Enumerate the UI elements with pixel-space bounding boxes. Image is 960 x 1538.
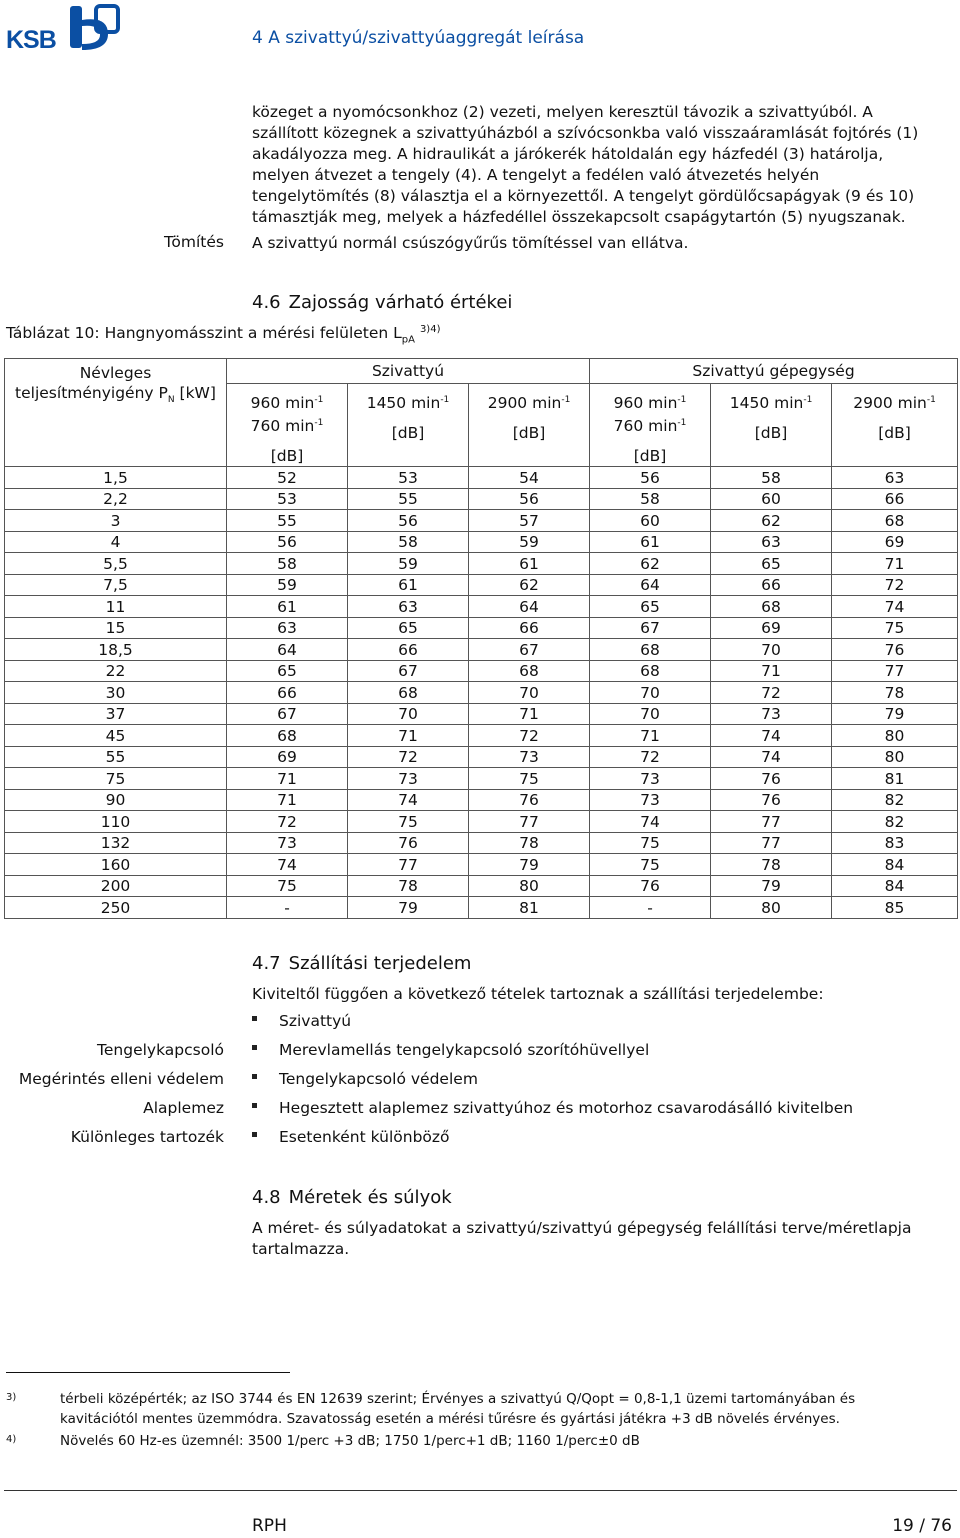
power-cell: 5,5 — [5, 553, 227, 575]
page-number: 19 / 76 — [892, 1516, 952, 1536]
db-cell: 59 — [469, 531, 590, 553]
db-cell: 73 — [590, 768, 711, 790]
db-cell: 63 — [832, 467, 958, 489]
db-cell: 66 — [227, 682, 348, 704]
intro-line: támasztják meg, melyek a házfedéllel összekapcsolt csapágytartón (5) nyugszanak. — [252, 208, 906, 226]
db-cell: 73 — [348, 768, 469, 790]
db-cell: 71 — [590, 725, 711, 747]
db-cell: 78 — [711, 854, 832, 876]
table-row — [5, 832, 958, 854]
table-caption-text: Hangnyomásszint a mérési felületen L — [104, 324, 402, 343]
subheader-960-760: 960 $\min^{-1}$ 760 $\min^{-1}$ [dB] — [227, 384, 348, 467]
group-header-pump: Szivattyú — [227, 359, 590, 384]
table-row — [5, 768, 958, 790]
db-cell: 66 — [711, 574, 832, 596]
db-cell: 58 — [227, 553, 348, 575]
power-cell: 1,5 — [5, 467, 227, 489]
db-cell: 62 — [469, 574, 590, 596]
db-cell: 55 — [227, 510, 348, 532]
bullet-icon — [252, 1016, 257, 1021]
noise-table — [4, 358, 958, 919]
db-cell: 56 — [469, 488, 590, 510]
db-cell: 75 — [227, 875, 348, 897]
table-row — [5, 660, 958, 682]
db-cell: 76 — [711, 768, 832, 790]
db-cell: 71 — [227, 789, 348, 811]
db-cell: 77 — [348, 854, 469, 876]
db-cell: 78 — [469, 832, 590, 854]
db-cell: 71 — [832, 553, 958, 575]
db-cell: 60 — [590, 510, 711, 532]
db-cell: 71 — [711, 660, 832, 682]
db-cell: 63 — [348, 596, 469, 618]
footnote-4-text: Növelés 60 Hz-es üzemnél: 3500 1/perc +3 dB; 1750 1/perc+1 dB; 1160 1/perc±0 dB — [60, 1433, 640, 1449]
db-cell: 70 — [711, 639, 832, 661]
db-cell: 79 — [832, 703, 958, 725]
section-number: 4.6 — [252, 292, 281, 313]
db-cell: 67 — [590, 617, 711, 639]
db-cell: 73 — [469, 746, 590, 768]
subheader-unit-960-760: 960 $\min^{-1}$ 760 $\min^{-1}$ [dB] — [590, 384, 711, 467]
db-cell: 74 — [590, 811, 711, 833]
db-cell: 55 — [348, 488, 469, 510]
db-cell: 65 — [227, 660, 348, 682]
db-cell: 73 — [227, 832, 348, 854]
db-cell: 56 — [227, 531, 348, 553]
db-cell: 66 — [832, 488, 958, 510]
db-cell: 72 — [469, 725, 590, 747]
delivery-label: Tengelykapcsoló — [97, 1041, 224, 1059]
db-cell: 68 — [227, 725, 348, 747]
section-number: 4.7 — [252, 953, 281, 974]
db-cell: 82 — [832, 789, 958, 811]
db-cell: 61 — [348, 574, 469, 596]
db-cell: 76 — [469, 789, 590, 811]
table-row — [5, 897, 958, 919]
db-cell: 74 — [227, 854, 348, 876]
db-cell: 71 — [469, 703, 590, 725]
db-cell: 52 — [227, 467, 348, 489]
db-cell: 61 — [469, 553, 590, 575]
db-cell: 73 — [711, 703, 832, 725]
subheader-1450: 1450 $\min^{-1}$ [dB] — [348, 384, 469, 467]
section-title: Méretek és súlyok — [288, 1187, 452, 1208]
db-cell: 64 — [469, 596, 590, 618]
power-cell: 45 — [5, 725, 227, 747]
db-cell: 75 — [590, 854, 711, 876]
db-cell: 67 — [469, 639, 590, 661]
footer-divider — [4, 1490, 957, 1491]
intro-line: tengelytömítés (8) választja el a környezettől. A tengelyt gördülőcsapágyak (9 és 10) — [252, 187, 915, 205]
db-cell: 77 — [832, 660, 958, 682]
power-cell: 15 — [5, 617, 227, 639]
db-cell: 74 — [711, 725, 832, 747]
db-cell: 83 — [832, 832, 958, 854]
db-cell: 71 — [227, 768, 348, 790]
db-cell: 70 — [469, 682, 590, 704]
col-header-power — [5, 359, 227, 467]
power-cell: 18,5 — [5, 639, 227, 661]
db-cell: 77 — [469, 811, 590, 833]
db-cell: 69 — [711, 617, 832, 639]
db-cell: 78 — [832, 682, 958, 704]
db-cell: 79 — [711, 875, 832, 897]
intro-line: szállított közegnek a szivattyúházból a szívócsonkba való visszaáramlását fojtórés (1) — [252, 124, 919, 142]
delivery-label: Különleges tartozék — [70, 1128, 224, 1146]
power-cell: 200 — [5, 875, 227, 897]
table-row — [5, 596, 958, 618]
delivery-intro: Kiviteltől függően a következő tételek tartoznak a szállítási terjedelembe: — [252, 985, 824, 1003]
table-row — [5, 488, 958, 510]
ksb-logo — [6, 4, 116, 52]
db-cell: 63 — [227, 617, 348, 639]
bullet-icon — [252, 1103, 257, 1108]
db-cell: 69 — [832, 531, 958, 553]
chapter-title: 4 A szivattyú/szivattyúaggregát leírása — [252, 28, 585, 48]
power-cell: 110 — [5, 811, 227, 833]
db-cell: 72 — [590, 746, 711, 768]
db-cell: 74 — [832, 596, 958, 618]
footnote-3-mark: 3) — [6, 1392, 17, 1403]
section-number: 4.8 — [252, 1187, 281, 1208]
delivery-item: Esetenként különböző — [252, 1128, 450, 1146]
power-cell: 11 — [5, 596, 227, 618]
section-title: Szállítási terjedelem — [288, 953, 472, 974]
db-cell: 79 — [348, 897, 469, 919]
db-cell: 65 — [711, 553, 832, 575]
db-cell: 68 — [711, 596, 832, 618]
db-cell: 54 — [469, 467, 590, 489]
table-row — [5, 531, 958, 553]
db-cell: 75 — [348, 811, 469, 833]
db-cell: 76 — [832, 639, 958, 661]
power-cell: 250 — [5, 897, 227, 919]
db-cell: 84 — [832, 854, 958, 876]
db-cell: 66 — [469, 617, 590, 639]
power-cell: 75 — [5, 768, 227, 790]
section-4-7-heading — [252, 953, 471, 974]
db-cell: 62 — [590, 553, 711, 575]
table-row — [5, 789, 958, 811]
subheader-unit-2900: 2900 $\min^{-1}$ [dB] — [832, 384, 958, 467]
db-cell: 82 — [832, 811, 958, 833]
table-row — [5, 854, 958, 876]
table-row — [5, 553, 958, 575]
db-cell: 59 — [348, 553, 469, 575]
db-cell: 72 — [711, 682, 832, 704]
subheader-unit-1450: 1450 $\min^{-1}$ [dB] — [711, 384, 832, 467]
db-cell: 72 — [348, 746, 469, 768]
db-cell: 80 — [711, 897, 832, 919]
footer-product: RPH — [252, 1516, 287, 1536]
table-caption — [6, 324, 440, 345]
db-cell: 64 — [590, 574, 711, 596]
db-cell: 80 — [469, 875, 590, 897]
db-cell: 56 — [348, 510, 469, 532]
db-cell: 76 — [348, 832, 469, 854]
delivery-item: Szivattyú — [252, 1012, 351, 1030]
db-cell: 81 — [832, 768, 958, 790]
db-cell: 62 — [711, 510, 832, 532]
table-row — [5, 510, 958, 532]
intro-line: közeget a nyomócsonkhoz (2) vezeti, melyen keresztül távozik a szivattyúból. A — [252, 103, 873, 121]
db-cell: 63 — [711, 531, 832, 553]
db-cell: 84 — [832, 875, 958, 897]
db-cell: 76 — [711, 789, 832, 811]
db-cell: 70 — [348, 703, 469, 725]
power-cell: 90 — [5, 789, 227, 811]
db-cell: 61 — [590, 531, 711, 553]
table-row — [5, 574, 958, 596]
db-cell: - — [227, 897, 348, 919]
db-cell: 71 — [348, 725, 469, 747]
power-cell: 3 — [5, 510, 227, 532]
power-cell: 7,5 — [5, 574, 227, 596]
bullet-icon — [252, 1045, 257, 1050]
db-cell: 58 — [590, 488, 711, 510]
ksb-b-logo-icon — [64, 4, 120, 52]
db-cell: 79 — [469, 854, 590, 876]
delivery-item: Merevlamellás tengelykapcsoló szorítóhüvellyel — [252, 1041, 649, 1059]
db-cell: 67 — [227, 703, 348, 725]
db-cell: 76 — [590, 875, 711, 897]
db-cell: - — [590, 897, 711, 919]
db-cell: 75 — [590, 832, 711, 854]
power-cell: 30 — [5, 682, 227, 704]
table-row — [5, 746, 958, 768]
db-cell: 67 — [348, 660, 469, 682]
section-4-6-heading — [252, 292, 512, 313]
db-cell: 77 — [711, 811, 832, 833]
db-cell: 80 — [832, 746, 958, 768]
table-row — [5, 703, 958, 725]
db-cell: 66 — [348, 639, 469, 661]
subheader-2900: 2900 $\min^{-1}$ [dB] — [469, 384, 590, 467]
bullet-icon — [252, 1132, 257, 1137]
delivery-label: Alaplemez — [143, 1099, 224, 1117]
footnote-divider — [6, 1372, 290, 1373]
table-caption-sup: 3)4) — [419, 324, 441, 335]
db-cell: 64 — [227, 639, 348, 661]
footnote-3-text: térbeli középérték; az ISO 3744 és EN 12639 szerint; Érvényes a szivattyú Q/Qopt = 0,8-1,1 üzemi tartományában és kavitációtól mentes üzemmódra. Szavatosság esetén a mérési tűrésre és gyártási játékra +3 dB növelés érvényes. — [60, 1391, 856, 1427]
power-cell: 37 — [5, 703, 227, 725]
db-cell: 53 — [227, 488, 348, 510]
db-cell: 77 — [711, 832, 832, 854]
table-row — [5, 875, 958, 897]
power-cell: 132 — [5, 832, 227, 854]
table-row — [5, 725, 958, 747]
table-body — [5, 467, 958, 919]
db-cell: 65 — [348, 617, 469, 639]
db-cell: 74 — [711, 746, 832, 768]
power-cell: 160 — [5, 854, 227, 876]
db-cell: 70 — [590, 682, 711, 704]
section-title: Zajosság várható értékei — [288, 292, 513, 313]
db-cell: 75 — [469, 768, 590, 790]
power-cell: 2,2 — [5, 488, 227, 510]
bullet-icon — [252, 1074, 257, 1079]
delivery-label: Megérintés elleni védelem — [18, 1070, 224, 1088]
table-row — [5, 617, 958, 639]
footnote-4-mark: 4) — [6, 1434, 17, 1445]
db-cell: 74 — [348, 789, 469, 811]
seal-label: Tömítés — [163, 233, 224, 251]
power-cell: 22 — [5, 660, 227, 682]
col-header-power-line1: Névleges — [79, 364, 152, 382]
col-header-power-line2: teljesítményigény $P_N$ [kW] — [15, 384, 216, 406]
dimensions-paragraph: A méret- és súlyadatokat a szivattyú/szivattyú gépegység felállítási terve/méretlapja tartalmazza. — [252, 1219, 912, 1258]
db-cell: 68 — [590, 639, 711, 661]
db-cell: 58 — [711, 467, 832, 489]
seal-text: A szivattyú normál csúszógyűrűs tömítéssel van ellátva. — [252, 234, 689, 252]
delivery-item: Hegesztett alaplemez szivattyúhoz és motorhoz csavarodásálló kivitelben — [252, 1099, 853, 1117]
db-cell: 85 — [832, 897, 958, 919]
db-cell: 68 — [469, 660, 590, 682]
db-cell: 80 — [832, 725, 958, 747]
section-4-8-heading — [252, 1187, 452, 1208]
db-cell: 75 — [832, 617, 958, 639]
db-cell: 57 — [469, 510, 590, 532]
db-cell: 72 — [227, 811, 348, 833]
table-row — [5, 811, 958, 833]
db-cell: 72 — [832, 574, 958, 596]
db-cell: 73 — [590, 789, 711, 811]
group-header-unit: Szivattyú gépegység — [590, 359, 958, 384]
db-cell: 68 — [348, 682, 469, 704]
table-row — [5, 639, 958, 661]
table-row — [5, 682, 958, 704]
table-caption-prefix: Táblázat 10: — [6, 324, 100, 343]
db-cell: 53 — [348, 467, 469, 489]
db-cell: 68 — [590, 660, 711, 682]
db-cell: 70 — [590, 703, 711, 725]
db-cell: 58 — [348, 531, 469, 553]
intro-paragraph — [252, 102, 952, 228]
db-cell: 56 — [590, 467, 711, 489]
delivery-item: Tengelykapcsoló védelem — [252, 1070, 478, 1088]
intro-line: akadályozza meg. A hidraulikát a járókerék hátoldalán egy házfedél (3) határolja, — [252, 145, 884, 163]
db-cell: 60 — [711, 488, 832, 510]
db-cell: 69 — [227, 746, 348, 768]
power-cell: 4 — [5, 531, 227, 553]
db-cell: 68 — [832, 510, 958, 532]
db-cell: 81 — [469, 897, 590, 919]
intro-line: melyen átvezet a tengely (4). A tengelyt a fedélen való átvezetés helyén — [252, 166, 820, 184]
power-cell: 55 — [5, 746, 227, 768]
db-cell: 59 — [227, 574, 348, 596]
logo-text: KSB — [6, 26, 56, 54]
table-caption-sub: pA — [401, 334, 415, 346]
table-row — [5, 467, 958, 489]
db-cell: 78 — [348, 875, 469, 897]
db-cell: 61 — [227, 596, 348, 618]
db-cell: 65 — [590, 596, 711, 618]
